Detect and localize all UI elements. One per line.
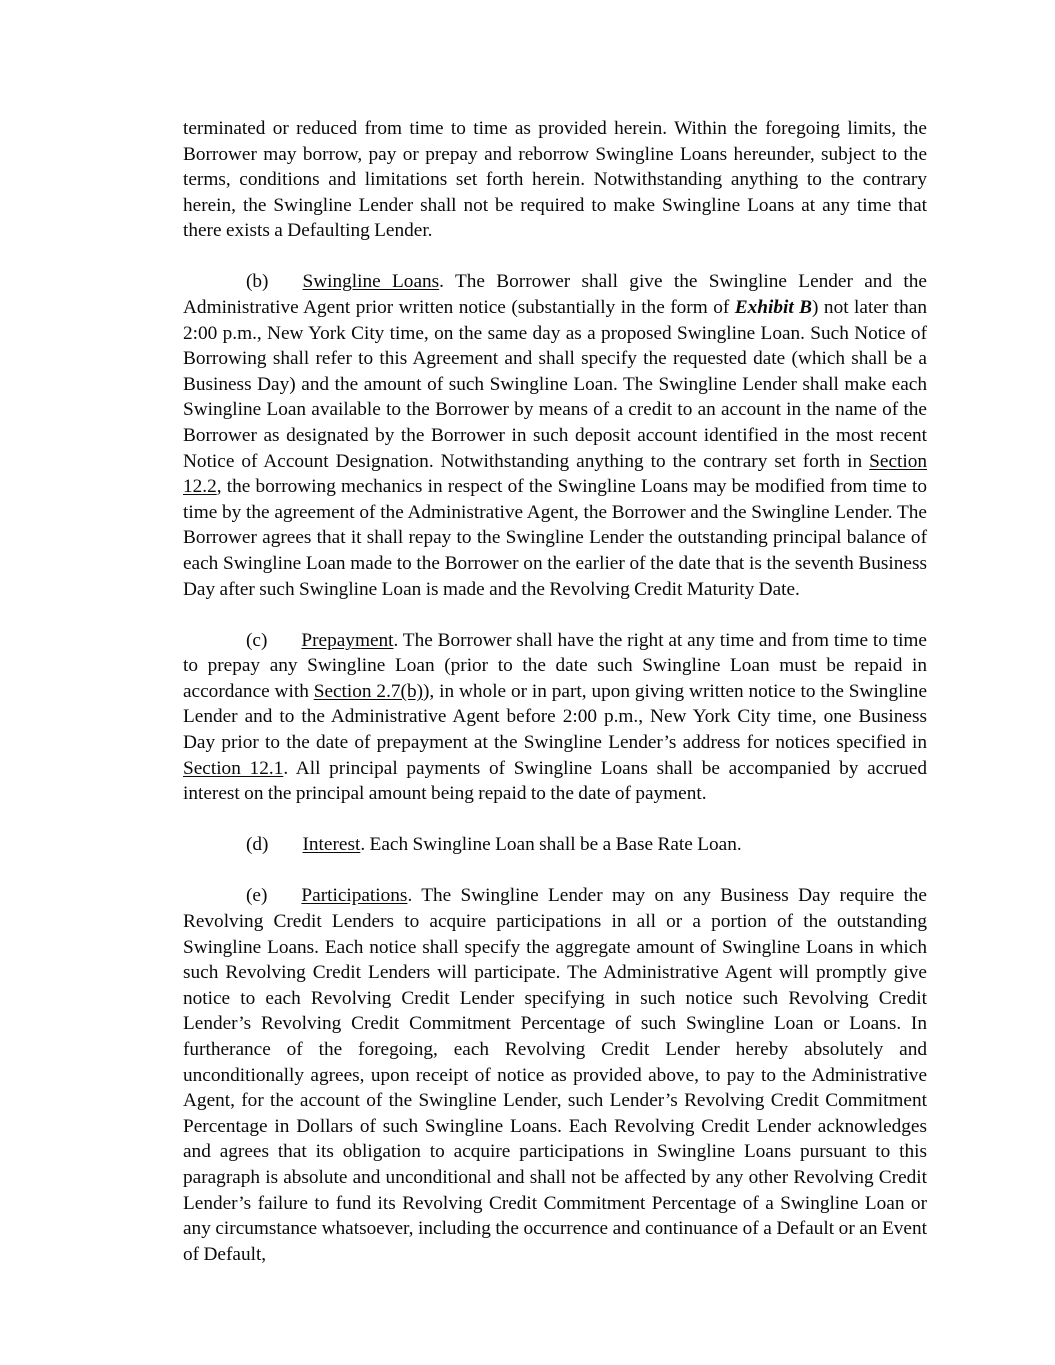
paragraph-d-interest [183, 832, 927, 858]
paragraph-label-e: (e) [246, 885, 268, 907]
heading-swingline-loans: Swingline Loans [302, 271, 440, 293]
text-segment: . The Borrower shall have the right at any time and from time to time to prepay any Swingline Loan (prior to the date such Swingline Loan must be repaid in accordance with [183, 629, 927, 702]
section-2-7-b-reference: Section 2.7(b) [313, 680, 424, 702]
text-segment: ), in whole or in part, upon giving written notice to the Swingline Lender and to the Administrative Agent before 2:00 p.m., New York City time, one Business Day prior to the date of prepayment at the Swingline Lender’s address for notices specified in [183, 680, 928, 754]
heading-prepayment: Prepayment [301, 629, 394, 651]
heading-participations: Participations [301, 885, 408, 907]
paragraph-c-prepayment [183, 628, 927, 807]
paragraph-continuation [183, 116, 927, 244]
paragraph-b-swingline-loans [183, 269, 927, 602]
text-segment: , the borrowing mechanics in respect of the Swingline Loans may be modified from time to time by the agreement of the Administrative Agent, the Borrower and the Swingline Lender. The Borrower agrees that it shall repay to the Swingline Lender the outstanding principal balance of each Swingline Loan made to the Borrower on the earlier of the date that is the seventh Business Day after such Swingline Loan is made and the Revolving Credit Maturity Date. [183, 476, 927, 600]
paragraph-label-d: (d) [246, 834, 269, 856]
heading-interest: Interest [302, 834, 361, 856]
exhibit-b-reference: Exhibit B [734, 297, 813, 319]
text-segment: . The Swingline Lender may on any Business Day require the Revolving Credit Lenders to acquire participations in all or a portion of the outstanding Swingline Loans. Each notice shall specify the aggregate amount of Swingline Loans in which such Revolving Credit Lenders will participate. The Administrative Agent will promptly give notice to each Revolving Credit Lender specifying in such notice such Revolving Credit Lender’s Revolving Credit Commitment Percentage of such Swingline Loan or Loans. In furtherance of the foregoing, each Revolving Credit Lender hereby absolutely and unconditionally agrees, upon receipt of notice as provided above, to pay to the Administrative Agent, for the account of the Swingline Lender, such Lender’s Revolving Credit Commitment Percentage in Dollars of such Swingline Loans. Each Revolving Credit Lender acknowledges and agrees that its obligation to acquire participations in Swingline Loans pursuant to this paragraph is absolute and unconditional and shall not be affected by any other Revolving Credit Lender’s failure to fund its Revolving Credit Commitment Percentage of a Swingline Loan or any circumstance whatsoever, including the occurrence and continuance of a Default or an Event of Default, [183, 885, 927, 1265]
paragraph-e-participations [183, 883, 927, 1267]
section-12-1-reference: Section 12.1 [183, 757, 284, 779]
paragraph-label-c: (c) [246, 629, 268, 651]
paragraph-label-b: (b) [246, 271, 269, 293]
text-segment: . Each Swingline Loan shall be a Base Rate Loan. [360, 834, 742, 856]
text-segment: ) not later than 2:00 p.m., New York City time, on the same day as a proposed Swingline Loan. Such Notice of Borrowing shall refer to this Agreement and shall specify the requested date (which shall be a Business Day) and the amount of such Swingline Loan. The Swingline Lender shall make each Swingline Loan available to the Borrower by means of a credit to an account in the name of the Borrower as designated by the Borrower in such deposit account identified in the most recent Notice of Account Designation. Notwithstanding anything to the contrary set forth in [183, 297, 927, 472]
text-segment: terminated or reduced from time to time as provided herein. Within the foregoing limits, the Borrower may borrow, pay or prepay and reborrow Swingline Loans hereunder, subject to the terms, conditions and limitations set forth herein. Notwithstanding anything to the contrary herein, the Swingline Lender shall not be required to make Swingline Loans at any time that there exists a Defaulting Lender. [183, 118, 927, 242]
section-12-2-reference: Section 12.2 [183, 450, 927, 498]
text-segment: . The Borrower shall give the Swingline Lender and the Administrative Agent prior written notice (substantially in the form of [183, 271, 927, 319]
text-segment: . All principal payments of Swingline Loans shall be accompanied by accrued interest on the principal amount being repaid to the date of payment. [183, 757, 928, 805]
